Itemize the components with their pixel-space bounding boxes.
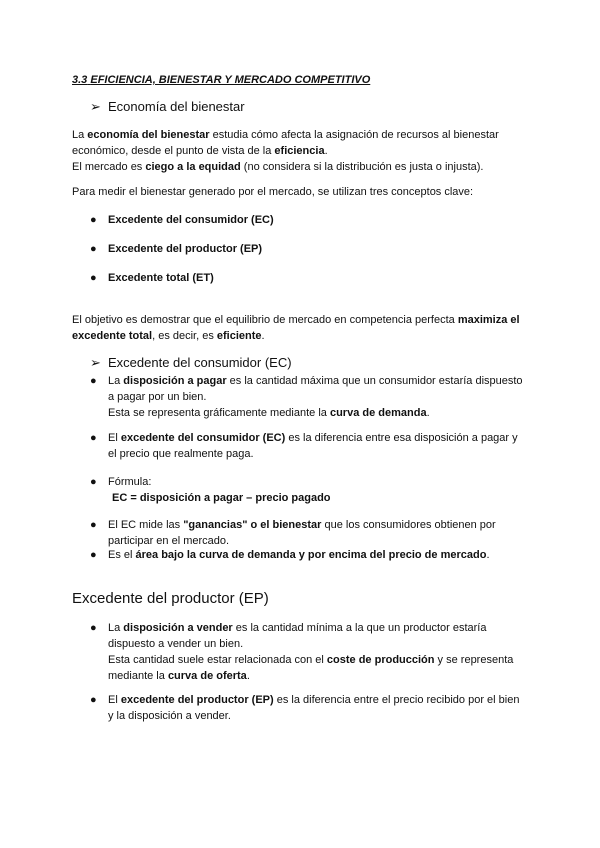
heading-excedente-consumidor: ➢ Excedente del consumidor (EC) [90,355,292,370]
heading-economia-bienestar: ➢ Economía del bienestar [90,99,245,114]
list-item: ● El excedente del consumidor (EC) es la diferencia entre esa disposición a pagar y el precio que realmente paga. [90,432,518,460]
bullet-icon: ● [90,694,97,706]
bullet-icon: ● [90,519,97,531]
list-item: ● La disposición a vender es la cantidad mínima a la que un productor estaría dispuesto a vender un bien. Esta cantidad suele estar relacionada con el coste de producción y se representa mediante la curva de oferta. [90,622,514,682]
paragraph-bienestar: La economía del bienestar estudia cómo afecta la asignación de recursos al bienestar económico, desde el punto de vista de la eficiencia. El mercado es ciego a la equidad (no considera si la distribución es justa o injusta). [72,129,499,173]
bullet-icon: ● [90,622,97,634]
section-title: 3.3 EFICIENCIA, BIENESTAR Y MERCADO COMPETITIVO [72,74,371,86]
bullet-icon: ● [90,214,97,226]
bullet-icon: ● [90,549,97,561]
bullet-icon: ● [90,432,97,444]
paragraph-objetivo: El objetivo es demostrar que el equilibrio de mercado en competencia perfecta maximiza el excedente total, es decir, es eficiente. [72,314,520,342]
list-item: ● Es el área bajo la curva de demanda y por encima del precio de mercado. [90,549,490,561]
list-item: ● Excedente del productor (EP) [90,243,263,255]
arrow-icon: ➢ [90,355,101,370]
list-item: ● Excedente total (ET) [90,272,214,284]
bullet-icon: ● [90,243,97,255]
bullet-icon: ● [90,375,97,387]
list-item: ● Fórmula: EC = disposición a pagar – precio pagado [90,476,331,504]
list-item: ● Excedente del consumidor (EC) [90,214,274,226]
list-item: ● La disposición a pagar es la cantidad máxima que un consumidor estaría dispuesto a pagar por un bien. Esta se representa gráficamente mediante la curva de demanda. [90,375,523,419]
arrow-icon: ➢ [90,99,101,114]
paragraph-conceptos: Para medir el bienestar generado por el mercado, se utilizan tres conceptos clave: [72,186,474,198]
heading-excedente-productor: Excedente del productor (EP) [72,590,269,607]
bullet-icon: ● [90,476,97,488]
bullet-icon: ● [90,272,97,284]
list-item: ● El EC mide las "ganancias" o el bienestar que los consumidores obtienen por participar en el mercado. [90,519,496,547]
list-item: ● El excedente del productor (EP) es la diferencia entre el precio recibido por el bien y la disposición a vender. [90,694,520,722]
